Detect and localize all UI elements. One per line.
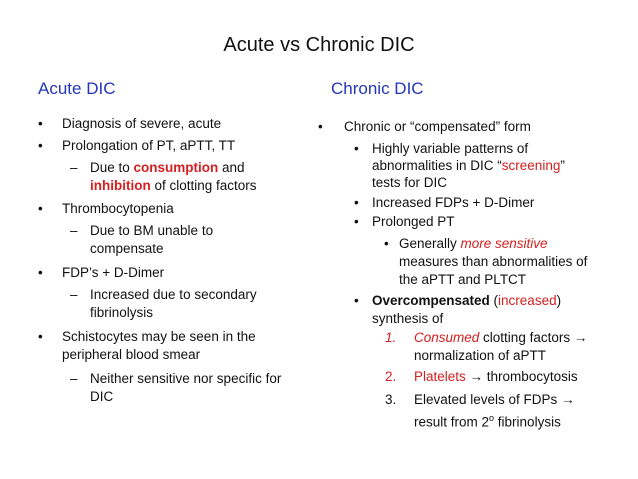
bullet-glyph: •	[354, 195, 359, 210]
chronic-sub-prolonged-pt: Prolonged PT	[372, 214, 455, 229]
arrow-icon: →	[561, 392, 575, 407]
acute-sub-neither-line2: DIC	[90, 389, 114, 404]
chronic-sub-synthesis-of: synthesis of	[372, 311, 444, 326]
chronic-subsub-sensitive-line2: measures than abnormalities of	[399, 254, 588, 269]
bullet-glyph: •	[354, 293, 359, 308]
chronic-sub-overcompensated: Overcompensated (increased)	[372, 293, 562, 308]
acute-sub-secondary-line2: fibrinolysis	[90, 305, 154, 320]
bullet-glyph: •	[38, 265, 43, 280]
chronic-dic-heading: Chronic DIC	[331, 79, 424, 98]
acute-sub-bm-line2: compensate	[90, 241, 164, 256]
numbered-item-1-line1: Consumed clotting factors →	[414, 330, 588, 345]
acute-sub-neither-line1: Neither sensitive nor specific for	[90, 371, 282, 386]
numbered-item-2-number: 2.	[385, 369, 397, 384]
arrow-icon: →	[573, 330, 588, 345]
bullet-glyph: •	[38, 201, 43, 216]
numbered-item-1-number: 1.	[385, 330, 397, 345]
dash-glyph: –	[70, 160, 78, 175]
chronic-subsub-sensitive-line3: the aPTT and PLTCT	[399, 272, 527, 287]
acute-bullet-prolongation: Prolongation of PT, aPTT, TT	[62, 138, 236, 153]
dash-glyph: –	[70, 223, 78, 238]
numbered-item-2-line1: Platelets → thrombocytosis	[414, 369, 578, 384]
acute-sub-consumption: Due to consumption and	[90, 160, 245, 175]
bullet-glyph: •	[354, 214, 359, 229]
chronic-sub-fdps: Increased FDPs + D-Dimer	[372, 195, 535, 210]
acute-dic-heading: Acute DIC	[38, 79, 116, 98]
slide-title: Acute vs Chronic DIC	[223, 34, 415, 56]
acute-bullet-fdp: FDP’s + D-Dimer	[62, 265, 165, 280]
acute-sub-inhibition: inhibition of clotting factors	[90, 178, 257, 193]
bullet-glyph: •	[38, 116, 43, 131]
acute-sub-secondary-line1: Increased due to secondary	[90, 287, 257, 302]
chronic-subsub-sensitive-line1: Generally more sensitive	[399, 236, 548, 251]
chronic-sub-patterns-line1: Highly variable patterns of	[372, 141, 529, 156]
dash-glyph: –	[70, 371, 78, 386]
bullet-glyph: •	[318, 119, 323, 134]
chronic-bullet-form: Chronic or “compensated” form	[344, 119, 531, 134]
numbered-item-3-number: 3.	[385, 392, 397, 407]
bullet-glyph: •	[38, 138, 43, 153]
bullet-glyph: •	[38, 329, 43, 344]
dash-glyph: –	[70, 287, 78, 302]
acute-sub-bm-line1: Due to BM unable to	[90, 223, 214, 238]
bullet-glyph: •	[384, 236, 389, 251]
chronic-sub-patterns-line2: abnormalities in DIC “screening”	[372, 158, 565, 173]
bullet-glyph: •	[354, 141, 359, 156]
numbered-item-3-line2: result from 2$^o$ fibrinolysis	[414, 413, 561, 430]
chronic-sub-patterns-line3: tests for DIC	[372, 175, 448, 190]
numbered-item-1-line2: normalization of aPTT	[414, 348, 547, 363]
acute-bullet-thrombocytopenia: Thrombocytopenia	[62, 201, 174, 216]
acute-bullet-schistocytes-line1: Schistocytes may be seen in the	[62, 329, 256, 344]
acute-bullet-schistocytes-line2: peripheral blood smear	[62, 347, 201, 362]
arrow-icon: →	[465, 369, 487, 384]
acute-bullet-diagnosis: Diagnosis of severe, acute	[62, 116, 222, 131]
numbered-item-3-line1: Elevated levels of FDPs →	[414, 392, 575, 407]
